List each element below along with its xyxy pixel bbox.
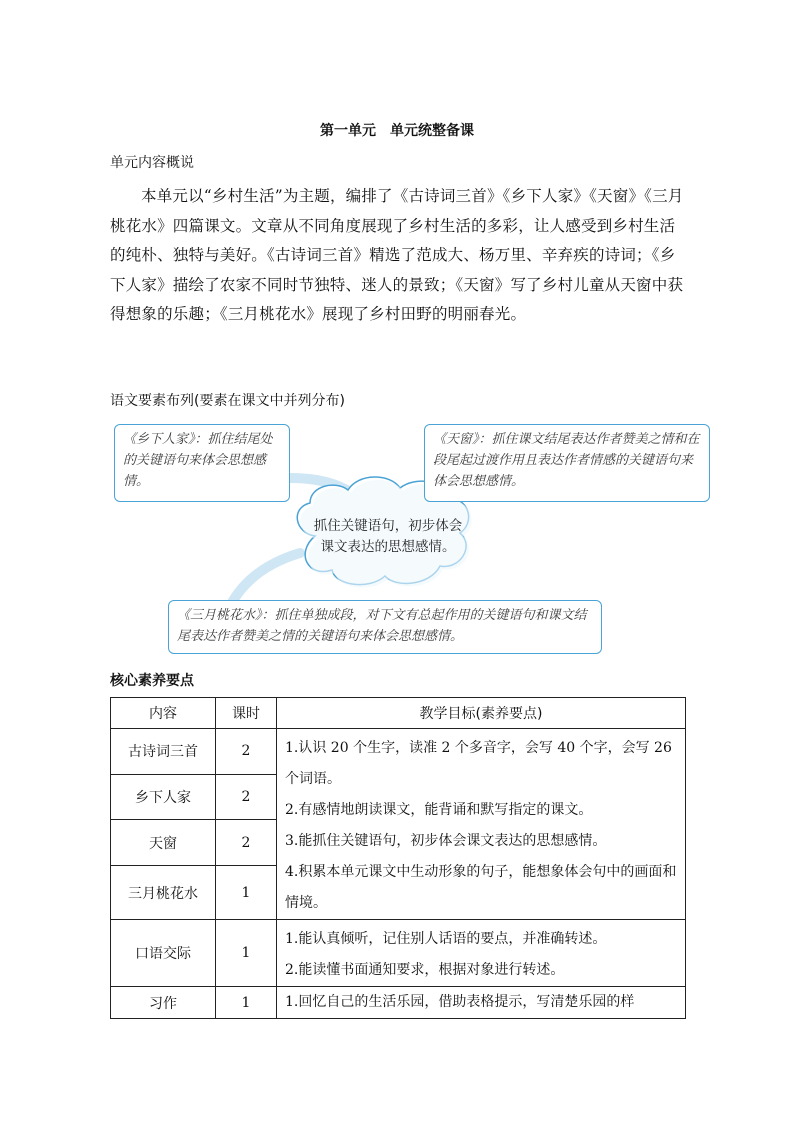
row-name: 三月桃花水: [111, 866, 216, 920]
row-hours: 2: [216, 774, 277, 820]
page-title: 第一单元 单元统整备课: [320, 123, 474, 139]
row-hours: 2: [216, 820, 277, 866]
table-row: [111, 920, 686, 987]
box-xiaxiarenjia: 《乡下人家》：抓住结尾处的关键语句来体会思想感情。: [114, 424, 290, 502]
goal-item: 1.认识 20 个生字，读准 2 个多音字，会写 40 个字，会写 26 个词语。: [285, 740, 672, 787]
box-tianchuang: 《天窗》：抓住课文结尾表达作者赞美之情和在段尾起过渡作用且表达作者情感的关键语句来体会思想感情。: [424, 424, 710, 502]
row-name: 天窗: [111, 820, 216, 866]
goals-writing: [277, 987, 686, 1019]
elements-heading: 语文要素布列(要素在课文中并列分布): [110, 393, 345, 409]
table-row: [111, 729, 686, 775]
goal-item: 2.能读懂书面通知要求，根据对象进行转述。: [285, 962, 565, 978]
row-name: 习作: [111, 987, 216, 1019]
row-name: 乡下人家: [111, 774, 216, 820]
core-table: [110, 697, 686, 1019]
header-goals: 教学目标(素养要点): [277, 698, 686, 729]
goal-item: 1.能认真倾听，记住别人话语的要点，并准确转述。: [285, 931, 607, 947]
row-hours: 2: [216, 729, 277, 775]
goal-item: 3.能抓住关键语句，初步体会课文表达的思想感情。: [285, 833, 607, 849]
box-sanyuetaohuashui: 《三月桃花水》：抓住单独成段，对下文有总起作用的关键语句和课文结尾表达作者赞美之情的关键语句来体会思想感情。: [168, 600, 602, 654]
row-name: 口语交际: [111, 920, 216, 987]
cloud-center-text: 抓住关键语句，初步体会课文表达的思想感情。: [313, 518, 463, 555]
goals-reading: [277, 729, 686, 920]
overview-paragraph: 本单元以“乡村生活”为主题，编排了《古诗词三首》《乡下人家》《天窗》《三月桃花水》四篇课文。文章从不同角度展现了乡村生活的多彩，让人感受到乡村生活的纯朴、独特与美好。《古诗词三首》精选了范成大、杨万里、辛弃疾的诗词；《乡下人家》描绘了农家不同时节独特、迷人的景致；《天窗》写了乡村儿童从天窗中获得想象的乐趣；《三月桃花水》展现了乡村田野的明丽春光。: [110, 187, 684, 323]
row-hours: 1: [216, 920, 277, 987]
goal-item: 1.回忆自己的生活乐园，借助表格提示，写清楚乐园的样: [285, 994, 635, 1010]
goal-item: 2.有感情地朗读课文，能背诵和默写指定的课文。: [285, 802, 593, 818]
header-content: 内容: [111, 698, 216, 729]
goal-item: 4.积累本单元课文中生动形象的句子，能想象体会句中的画面和情境。: [285, 864, 677, 911]
core-heading: 核心素养要点: [110, 673, 194, 689]
row-name: 古诗词三首: [111, 729, 216, 775]
row-hours: 1: [216, 866, 277, 920]
table-header-row: [111, 698, 686, 729]
header-hours: 课时: [216, 698, 277, 729]
table-row: [111, 987, 686, 1019]
goals-oral: [277, 920, 686, 987]
elements-diagram: [110, 418, 716, 660]
row-hours: 1: [216, 987, 277, 1019]
overview-heading: 单元内容概说: [110, 155, 194, 171]
